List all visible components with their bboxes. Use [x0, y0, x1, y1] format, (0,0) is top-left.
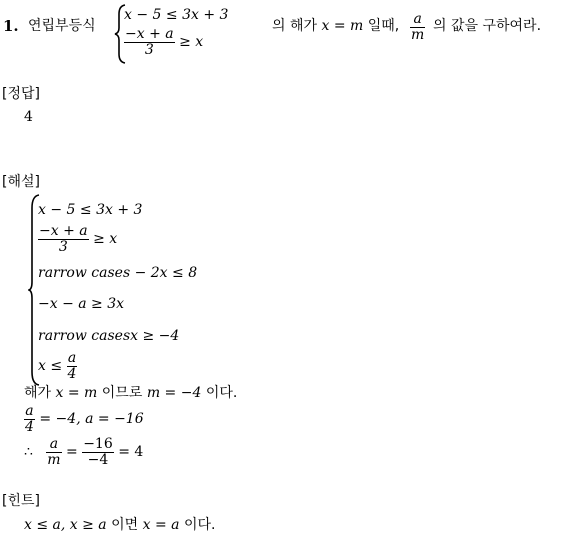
solution-text-1-c: 이므로	[101, 385, 143, 401]
solution-line-2-numerator: −x + a	[39, 223, 88, 239]
solution-eq1-numerator: a	[25, 403, 34, 419]
problem-ineq2-numerator: −x + a	[125, 26, 174, 42]
hint-text-1: 이면	[111, 517, 139, 533]
solution-line-4: −x − a ≥ 3x	[38, 296, 125, 312]
solution-text-1-e: 이다.	[205, 385, 238, 401]
problem-ineq2-rest: ≥ x	[179, 34, 204, 51]
answer-value: 4	[24, 109, 33, 125]
solution-label: [해설]	[2, 174, 40, 190]
problem-question-text-2: 일때,	[367, 18, 400, 34]
hint-expr: x ≤ a, x ≥ a	[24, 517, 107, 533]
solution-eq2-rest: = 4	[118, 444, 144, 461]
problem-ineq2-fraction	[124, 27, 175, 57]
solution-eq2-denominator-2: −4	[87, 451, 109, 468]
problem-question-fraction-denominator: m	[411, 26, 425, 43]
solution-line-6-prefix: x ≤	[38, 358, 63, 375]
solution-line-1: x − 5 ≤ 3x + 3	[38, 202, 143, 218]
problem-number: 1.	[3, 17, 19, 35]
hint-expr-2: x = a	[142, 517, 180, 533]
problem-inequality-1: x − 5 ≤ 3x + 3	[124, 7, 229, 23]
problem-question-text-1: 의 해가	[272, 18, 318, 34]
solution-eq1-rest: = −4, a = −16	[39, 411, 144, 428]
problem-question-fraction-numerator: a	[410, 12, 425, 28]
solution-text-1-d: m = −4	[146, 385, 202, 401]
solution-text-1-a: 해가	[24, 385, 52, 401]
solution-text-1-b: x = m	[55, 385, 98, 401]
hint-label: [힌트]	[2, 493, 40, 509]
problem-question-fraction	[410, 12, 425, 42]
therefore-symbol: ∴	[24, 444, 33, 461]
solution-text-1	[24, 386, 237, 400]
solution-eq2-numerator-2: −16	[83, 436, 113, 452]
problem-lead-text: 연립부등식	[28, 18, 96, 34]
solution-line-6-denominator: 4	[67, 365, 77, 382]
hint-text-2: 이다.	[183, 517, 216, 533]
solution-eq1-denominator: 4	[25, 418, 34, 435]
problem-question	[272, 19, 399, 33]
answer-label: [정답]	[2, 86, 40, 102]
problem-ineq2-denominator: 3	[144, 41, 154, 58]
solution-line-6-numerator: a	[67, 350, 77, 366]
solution-eq2-denominator: m	[47, 451, 61, 468]
solution-equation-2	[24, 437, 143, 467]
problem-question-condition: x = m	[321, 18, 364, 34]
solution-equation-1	[24, 404, 144, 434]
solution-line-2-rest: ≥ x	[93, 231, 118, 248]
solution-eq2-numerator: a	[46, 437, 61, 453]
solution-line-2	[38, 224, 117, 254]
solution-line-5: rarrow casesx ≥ −4	[38, 328, 180, 344]
solution-line-2-denominator: 3	[58, 238, 68, 255]
hint-text	[24, 518, 215, 532]
solution-eq2-equals: =	[66, 444, 78, 461]
problem-question-text-3: 의 값을 구하여라.	[433, 18, 542, 34]
solution-line-6	[38, 351, 77, 381]
problem-inequality-2	[124, 27, 203, 57]
solution-line-3: rarrow cases − 2x ≤ 8	[38, 265, 198, 281]
